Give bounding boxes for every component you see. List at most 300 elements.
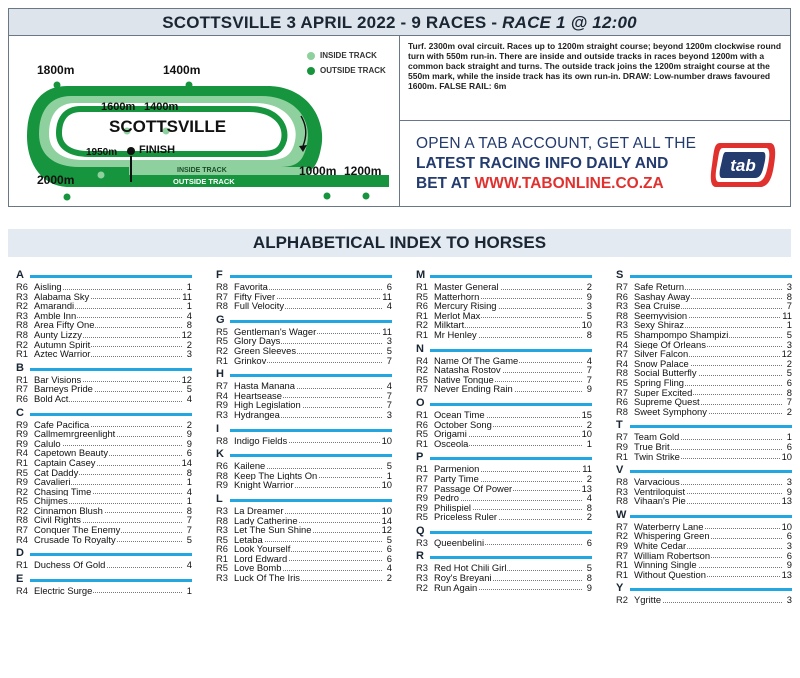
race-number: R6	[216, 543, 228, 555]
saddle-number: 5	[386, 533, 392, 545]
race-number: R5	[416, 428, 428, 440]
horse-name: Run Again	[434, 581, 478, 593]
race-number: R3	[16, 290, 28, 302]
saddle-number: 6	[786, 376, 792, 388]
horse-name: Shampompo Shampizi	[634, 328, 729, 340]
horse-name: Favorita	[234, 281, 268, 292]
section-gap	[616, 605, 792, 607]
race-number: R7	[216, 290, 228, 302]
horse-name: Cinnamon Blush	[34, 504, 103, 516]
letter-heading	[216, 447, 392, 461]
race-number: R1	[416, 437, 428, 449]
race-number: R8	[616, 476, 628, 488]
race-number: R9	[616, 440, 628, 452]
course-map	[9, 36, 400, 206]
letter-divider	[430, 275, 592, 278]
horse-name: Matterhorn	[434, 290, 480, 302]
letter-heading	[616, 508, 792, 522]
horse-name: Silver Falcon	[634, 348, 689, 360]
race-number: R9	[416, 501, 428, 513]
saddle-number: 12	[181, 328, 192, 340]
saddle-number: 2	[786, 357, 792, 369]
horse-name: Duchess Of Gold	[34, 559, 106, 571]
race-number: R6	[616, 396, 628, 408]
saddle-number: 5	[386, 344, 392, 356]
distance-1800: 1800m	[37, 63, 75, 77]
promo-bet-at: BET AT	[416, 175, 475, 192]
horse-name: Green Sleeves	[234, 344, 297, 356]
meeting-title: SCOTTSVILLE 3 APRIL 2022 - 9 RACES -	[162, 13, 503, 32]
horse-name: Callmemrgreenlight	[34, 428, 116, 440]
horse-name: Look Yourself	[234, 543, 291, 555]
saddle-number: 1	[386, 469, 392, 481]
race-number: R3	[216, 408, 228, 420]
race-number: R9	[16, 428, 28, 440]
horse-name: La Dreamer	[234, 504, 284, 516]
horse-name: Ygritte	[634, 594, 662, 606]
marker-2000	[64, 194, 71, 201]
letter-label: O	[416, 396, 425, 409]
horse-entry	[216, 410, 392, 420]
letter-label: N	[416, 342, 424, 355]
race-number: R7	[416, 383, 428, 395]
horse-name: Captain Casey	[34, 456, 96, 468]
horse-name: Amble Inn	[34, 309, 77, 321]
horse-name: Kailene	[234, 460, 266, 472]
track-inside-label: INSIDE TRACK	[177, 167, 227, 174]
race-number: R2	[416, 581, 428, 593]
race-number: R7	[616, 386, 628, 398]
tab-promo[interactable]	[400, 120, 791, 206]
horse-name: Keep The Lights On	[234, 469, 318, 481]
race-number: R6	[616, 290, 628, 302]
race-number: R4	[616, 338, 628, 350]
horse-name: Ocean Time	[434, 408, 485, 420]
race-number: R9	[16, 418, 28, 430]
horse-name: Let The Sun Shine	[234, 524, 312, 536]
race-number: R9	[616, 540, 628, 552]
saddle-number: 2	[186, 338, 192, 350]
race-number: R1	[16, 373, 28, 385]
horse-name: Priceless Ruler	[434, 511, 498, 523]
marker-1400-top	[186, 82, 193, 89]
letter-divider	[430, 556, 592, 559]
horse-name: Super Excited	[634, 386, 693, 398]
letter-label: K	[216, 448, 224, 461]
horse-name: Conquer The Enemy	[34, 524, 121, 536]
saddle-number: 13	[781, 495, 792, 507]
race-number: R8	[616, 309, 628, 321]
race-number: R5	[216, 562, 228, 574]
horse-entry	[616, 452, 792, 462]
race-number: R2	[16, 338, 28, 350]
race-number: R1	[416, 328, 428, 340]
saddle-number: 7	[186, 514, 192, 526]
horse-name: Waterberry Lane	[634, 520, 704, 532]
saddle-number: 9	[186, 428, 192, 440]
letter-heading	[16, 361, 192, 375]
letter-divider	[630, 425, 792, 428]
race-number: R4	[616, 357, 628, 369]
horse-name: White Cedar	[634, 540, 687, 552]
horse-entry	[16, 535, 192, 545]
saddle-number: 7	[386, 354, 392, 366]
horse-name: Name Of The Game	[434, 354, 519, 366]
saddle-number: 1	[186, 495, 192, 507]
race-number: R6	[16, 392, 28, 404]
race-number: R1	[616, 450, 628, 462]
race-number: R9	[416, 492, 428, 504]
race-number: R1	[216, 552, 228, 564]
race-number: R4	[216, 389, 228, 401]
horse-name: Calulo	[34, 437, 61, 449]
letter-label: H	[216, 368, 224, 381]
horse-name: Merlot Max	[434, 309, 481, 321]
race-number: R7	[216, 380, 228, 392]
saddle-number: 10	[581, 319, 592, 331]
race-number: R8	[216, 300, 228, 312]
letter-divider	[430, 457, 592, 460]
index-column-2	[216, 268, 392, 585]
saddle-number: 13	[781, 568, 792, 580]
letter-label: C	[16, 406, 24, 419]
saddle-number: 8	[586, 328, 592, 340]
horse-entry	[416, 583, 592, 593]
horse-name: Hasta Manana	[234, 380, 295, 392]
race-number: R1	[616, 559, 628, 571]
saddle-number: 12	[781, 348, 792, 360]
horse-name: Supreme Quest	[634, 396, 700, 408]
letter-divider	[30, 275, 192, 278]
race-number: R1	[416, 408, 428, 420]
saddle-number: 3	[786, 338, 792, 350]
saddle-number: 7	[386, 399, 392, 411]
letter-label: B	[16, 361, 24, 374]
letter-heading	[616, 418, 792, 432]
legend-inside-label: INSIDE TRACK	[320, 51, 377, 60]
letter-heading	[416, 268, 592, 282]
distance-1200: 1200m	[344, 164, 382, 178]
saddle-number: 6	[786, 530, 792, 542]
letter-divider	[430, 349, 592, 352]
horse-name: Full Velocity	[234, 300, 285, 312]
saddle-number: 8	[586, 501, 592, 513]
letter-label: G	[216, 313, 225, 326]
saddle-number: 8	[786, 386, 792, 398]
horse-entry	[416, 512, 592, 522]
saddle-number: 7	[186, 524, 192, 536]
saddle-number: 8	[786, 290, 792, 302]
letter-heading	[216, 492, 392, 506]
letter-label: V	[616, 464, 624, 477]
race-number: R1	[616, 568, 628, 580]
letter-divider	[230, 275, 392, 278]
horse-name: Mercury Rising	[434, 300, 497, 312]
race-number: R3	[616, 319, 628, 331]
horse-name: Gentleman's Wager	[234, 325, 317, 337]
race-number: R1	[416, 309, 428, 321]
horse-name: Sea Cruise	[634, 300, 681, 312]
race-number: R5	[616, 328, 628, 340]
horse-name: Area Fifty One	[34, 319, 95, 331]
race-number: R6	[216, 460, 228, 472]
saddle-number: 4	[186, 485, 192, 497]
race-number: R8	[216, 469, 228, 481]
race-number: R2	[16, 485, 28, 497]
saddle-number: 9	[586, 290, 592, 302]
letter-divider	[30, 579, 192, 582]
letter-divider	[630, 275, 792, 278]
horse-name: Cafe Pacifica	[34, 418, 90, 430]
letter-heading	[16, 546, 192, 560]
horse-name: Whispering Green	[634, 530, 710, 542]
race-number: R8	[16, 319, 28, 331]
race-number: R8	[616, 367, 628, 379]
horse-name: Lady Catherine	[234, 514, 298, 526]
saddle-number: 3	[386, 335, 392, 347]
horse-name: Chijmes	[34, 495, 68, 507]
horse-name: Never Ending Rain	[434, 383, 513, 395]
horse-name: Aisling	[34, 281, 62, 292]
course-name: SCOTTSVILLE	[109, 117, 227, 136]
horse-name: Chasing Time	[34, 485, 92, 497]
horse-name: Knight Warrior	[234, 479, 294, 491]
saddle-number: 15	[581, 408, 592, 420]
race-number: R8	[16, 514, 28, 526]
saddle-number: 3	[786, 594, 792, 606]
saddle-number: 2	[586, 511, 592, 523]
saddle-number: 9	[586, 383, 592, 395]
race-number: R3	[416, 536, 428, 548]
horse-name: October Song	[434, 418, 492, 430]
letter-heading	[416, 396, 592, 410]
saddle-number: 4	[186, 309, 192, 321]
race-number: R5	[416, 373, 428, 385]
saddle-number: 2	[586, 472, 592, 484]
race-number: R7	[616, 348, 628, 360]
saddle-number: 11	[382, 325, 392, 337]
horse-name: Mr Henley	[434, 328, 477, 340]
saddle-number: 9	[786, 485, 792, 497]
race-number: R1	[16, 348, 28, 360]
letter-label: A	[16, 269, 24, 281]
horse-name: Luck Of The Iris	[234, 572, 300, 584]
horse-name: Sexy Shiraz	[634, 319, 685, 331]
saddle-number: 2	[586, 418, 592, 430]
letter-label: F	[216, 269, 223, 281]
horse-entry	[216, 480, 392, 490]
horse-entry	[16, 560, 192, 570]
horse-name: Snow Palace	[634, 357, 689, 369]
promo-line-2: LATEST RACING INFO DAILY AND	[416, 155, 669, 172]
saddle-number: 10	[381, 504, 392, 516]
race-number: R7	[16, 524, 28, 536]
horse-name: Sweet Symphony	[634, 405, 707, 417]
saddle-number: 3	[786, 281, 792, 292]
horse-name: Parmenion	[434, 463, 480, 475]
saddle-number: 5	[786, 328, 792, 340]
race-number: R9	[216, 399, 228, 411]
promo-line-1: OPEN A TAB ACCOUNT, GET ALL THE	[416, 135, 697, 152]
finish-label: FINISH	[139, 144, 176, 156]
horse-entry	[416, 384, 592, 394]
saddle-number: 4	[386, 562, 392, 574]
letter-divider	[30, 368, 192, 371]
race-number: R1	[16, 456, 28, 468]
saddle-number: 5	[586, 309, 592, 321]
race-number: R5	[16, 495, 28, 507]
horse-name: True Brit	[634, 440, 670, 452]
horse-name: Roy's Breyani	[434, 572, 492, 584]
horse-entry	[616, 570, 792, 580]
saddle-number: 4	[586, 354, 592, 366]
letter-label: T	[616, 419, 623, 432]
race-number: R6	[416, 418, 428, 430]
saddle-number: 10	[781, 520, 792, 532]
horse-name: Safe Return	[634, 281, 685, 292]
letter-heading	[216, 313, 392, 327]
race-number: R2	[416, 319, 428, 331]
saddle-number: 8	[186, 466, 192, 478]
saddle-number: 4	[386, 300, 392, 312]
horse-name: Heartsease	[234, 389, 282, 401]
distance-2000: 2000m	[37, 173, 75, 187]
info-panel	[8, 36, 791, 207]
race-number: R9	[16, 437, 28, 449]
letter-divider	[230, 429, 392, 432]
saddle-number: 1	[186, 584, 192, 596]
horse-name: Seemyvision	[634, 309, 688, 321]
letter-label: Q	[416, 524, 425, 537]
horse-name: Hydrangea	[234, 408, 280, 420]
saddle-number: 6	[186, 447, 192, 459]
letter-heading	[416, 549, 592, 563]
race-number: R5	[216, 533, 228, 545]
horse-name: Grinkov	[234, 354, 267, 366]
horse-entry	[616, 496, 792, 506]
header-title	[9, 9, 790, 36]
saddle-number: 10	[381, 479, 392, 491]
saddle-number: 10	[381, 434, 392, 446]
saddle-number: 5	[586, 562, 592, 574]
horse-entry	[616, 595, 792, 605]
horse-name: William Robertson	[634, 549, 711, 561]
letter-heading	[616, 268, 792, 282]
promo-line-3	[416, 175, 664, 193]
horse-name: Sashay Away	[634, 290, 691, 302]
saddle-number: 3	[786, 476, 792, 488]
saddle-number: 14	[381, 514, 392, 526]
race-number: R7	[616, 520, 628, 532]
horse-name: Lord Edward	[234, 552, 288, 564]
race-number: R3	[16, 309, 28, 321]
distance-1950: 1950m	[86, 147, 118, 158]
saddle-number: 2	[186, 418, 192, 430]
letter-label: L	[216, 492, 223, 505]
horse-name: Vihaan's Pie	[634, 495, 686, 507]
saddle-number: 7	[786, 300, 792, 312]
horse-name: Varvacious	[634, 476, 680, 488]
horse-name: Aztec Warrior	[34, 348, 91, 360]
letter-label: Y	[616, 582, 624, 595]
letter-heading	[416, 450, 592, 464]
saddle-number: 1	[186, 476, 192, 488]
race-number: R8	[616, 405, 628, 417]
saddle-number: 11	[782, 309, 792, 321]
race-number: R4	[16, 447, 28, 459]
saddle-number: 6	[386, 552, 392, 564]
race-number: R1	[416, 281, 428, 292]
saddle-number: 6	[786, 440, 792, 452]
letter-label: S	[616, 269, 624, 281]
saddle-number: 1	[186, 300, 192, 312]
letter-heading	[216, 268, 392, 282]
race-number: R2	[616, 530, 628, 542]
distance-1000: 1000m	[299, 164, 337, 178]
index-column-3	[416, 268, 592, 594]
race-number: R6	[16, 281, 28, 292]
letter-label: D	[16, 547, 24, 560]
letter-heading	[216, 422, 392, 436]
letter-divider	[230, 320, 392, 323]
saddle-number: 11	[582, 463, 592, 475]
horse-name: Origami	[434, 428, 467, 440]
letter-heading	[16, 406, 192, 420]
race-number: R1	[416, 463, 428, 475]
horse-name: Native Tongue	[434, 373, 494, 385]
marker-1800	[54, 82, 61, 89]
saddle-number: 12	[381, 524, 392, 536]
marker-1200	[363, 193, 370, 200]
saddle-number: 4	[186, 392, 192, 404]
marker-1000	[324, 193, 331, 200]
horse-name: Passage Of Power	[434, 482, 513, 494]
race-number: R7	[16, 383, 28, 395]
horse-name: Love Bomb	[234, 562, 282, 574]
index-column-4	[616, 268, 792, 607]
saddle-number: 2	[586, 281, 592, 292]
promo-url[interactable]: WWW.TABONLINE.CO.ZA	[474, 175, 664, 192]
legend-inside-swatch	[307, 52, 315, 60]
saddle-number: 5	[786, 367, 792, 379]
saddle-number: 9	[786, 559, 792, 571]
race-number: R7	[416, 472, 428, 484]
horse-name: Osceola	[434, 437, 469, 449]
horse-name: Bar Visions	[34, 373, 82, 385]
horse-name: Spring Fling	[634, 376, 685, 388]
saddle-number: 6	[386, 543, 392, 555]
horse-name: Indigo Fields	[234, 434, 288, 446]
race-number: R9	[216, 479, 228, 491]
letter-divider	[30, 553, 192, 556]
horse-name: Ventriloquist	[634, 485, 686, 497]
letter-heading	[416, 524, 592, 538]
letter-divider	[230, 499, 392, 502]
marker-1950	[98, 172, 105, 179]
race-number: R8	[16, 328, 28, 340]
letter-heading	[16, 572, 192, 586]
finish-marker	[127, 147, 135, 155]
letter-heading	[416, 342, 592, 356]
horse-name: Cavalieri	[34, 476, 71, 488]
letter-divider	[630, 515, 792, 518]
saddle-number: 1	[786, 431, 792, 443]
race-number: R3	[616, 485, 628, 497]
letter-divider	[630, 588, 792, 591]
horse-name: Electric Surge	[34, 584, 93, 596]
horse-name: Capetown Beauty	[34, 447, 109, 459]
race-number: R4	[16, 584, 28, 596]
